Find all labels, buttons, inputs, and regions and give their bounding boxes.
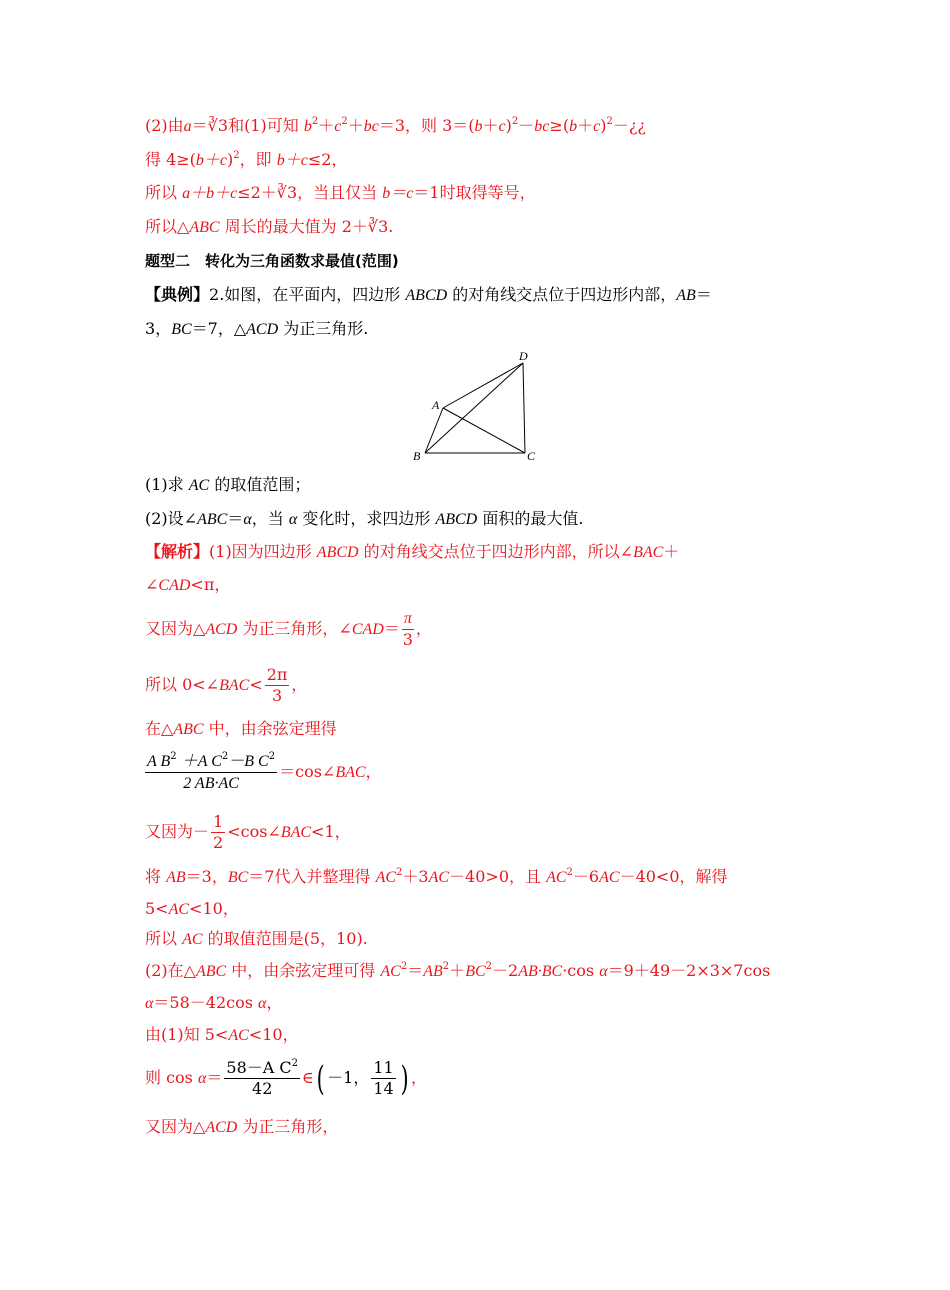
edge-DA <box>443 363 523 408</box>
fraction-cosine-law: $\frac{A B^2 +A C^2-B C^2}{2 AB\cdot AC}$ <box>147 751 276 792</box>
fraction-one-half: $\frac{1}{2}$ <box>213 812 224 852</box>
label-C: C <box>527 449 536 463</box>
label-D: D <box>519 349 528 363</box>
solution-line-7: 又因为－ $\frac{1}{2}$ <cos∠BAC<1， <box>145 812 351 852</box>
solution-line-3: 又因为△ACD 为正三角形，∠CAD＝ $\frac{\pi}{3}$ ， <box>145 610 432 649</box>
solution-line-2: ∠CAD<π， <box>145 575 231 594</box>
solution-line-1: 【解析】(1)因为四边形 ABCD 的对角线交点位于四边形内部，所以∠BAC＋ <box>145 542 680 561</box>
question-2: (2)设∠ABC＝α，当 α 变化时，求四边形 ABCD 面积的最大值. <box>145 509 584 528</box>
label-B: B <box>413 449 421 463</box>
solution-line-12: α＝58－42cos α， <box>145 993 283 1012</box>
fraction-pi-over-3: $\frac{\pi}{3}$ <box>402 610 413 649</box>
solution-line-15: 又因为△ACD 为正三角形， <box>145 1117 339 1136</box>
solution-line-13: 由(1)知 5<AC<10， <box>145 1025 299 1044</box>
prev-line-2: 得 $4\ge(b+c)^2$，即 b＋c≤2， <box>145 150 348 169</box>
diagonal-BD <box>425 363 523 453</box>
solution-line-11: (2)在△ABC 中，由余弦定理可得 $AC^2=AB^2+BC^2-2AB\cdot BC\cdot\cos$ α＝9＋49－2×3×7cos <box>145 961 771 980</box>
solution-line-5: 在△ABC 中，由余弦定理得 <box>145 719 337 738</box>
solution-line-9: 5<AC<10， <box>145 899 239 918</box>
diagonal-AC <box>443 408 525 453</box>
fraction-cos-alpha: $\frac{58-A C^2}{42}$ <box>226 1058 299 1098</box>
fraction-2pi-over-3: $\frac{2\pi}{3}$ <box>266 665 288 705</box>
question-1: (1)求 AC 的取值范围； <box>145 475 311 494</box>
section-heading: 题型二 转化为三角函数求最值(范围) <box>145 252 399 270</box>
solution-line-14: 则 cos α＝ $\frac{58-A C^2}{42}$ ∈( －1， $\frac{11}{14}$ ) ， <box>145 1058 427 1099</box>
solution-line-8: 将 AB＝3，BC＝7代入并整理得 $AC^2+3AC-40>0$，且 $AC^2-6AC-40<0$，解得 <box>145 867 728 886</box>
solution-line-6: $\frac{A B^2 +A C^2-B C^2}{2 AB\cdot AC}$ ＝cos∠BAC， <box>147 751 382 792</box>
prev-line-1: (2)由a＝∛3和(1)可知 $b^2+c^2+bc=3$，则 $3=(b+c)^2-bc\ge(b+c)^2-¿¿$ <box>145 116 646 135</box>
prev-line-4: 所以△ABC 周长的最大值为 2＋∛3. <box>145 217 394 236</box>
edge-CD <box>523 363 525 453</box>
solution-line-4: 所以 0<∠BAC< $\frac{2\pi}{3}$ ， <box>145 665 308 705</box>
quadrilateral-figure <box>405 345 550 470</box>
label-A: A <box>432 398 440 412</box>
solution-line-10: 所以 AC 的取值范围是(5，10). <box>145 929 368 948</box>
fraction-11-over-14: $\frac{11}{14}$ <box>373 1058 394 1098</box>
prev-line-3: 所以 a＋b＋c≤2＋∛3，当且仅当 b＝c＝1时取得等号， <box>145 183 536 202</box>
edge-AB <box>425 408 443 453</box>
example-line-1: 【典例】2.如图，在平面内，四边形 ABCD 的对角线交点位于四边形内部，AB＝ <box>145 285 712 304</box>
example-line-2: 3，BC＝7，△ACD 为正三角形. <box>145 319 369 338</box>
